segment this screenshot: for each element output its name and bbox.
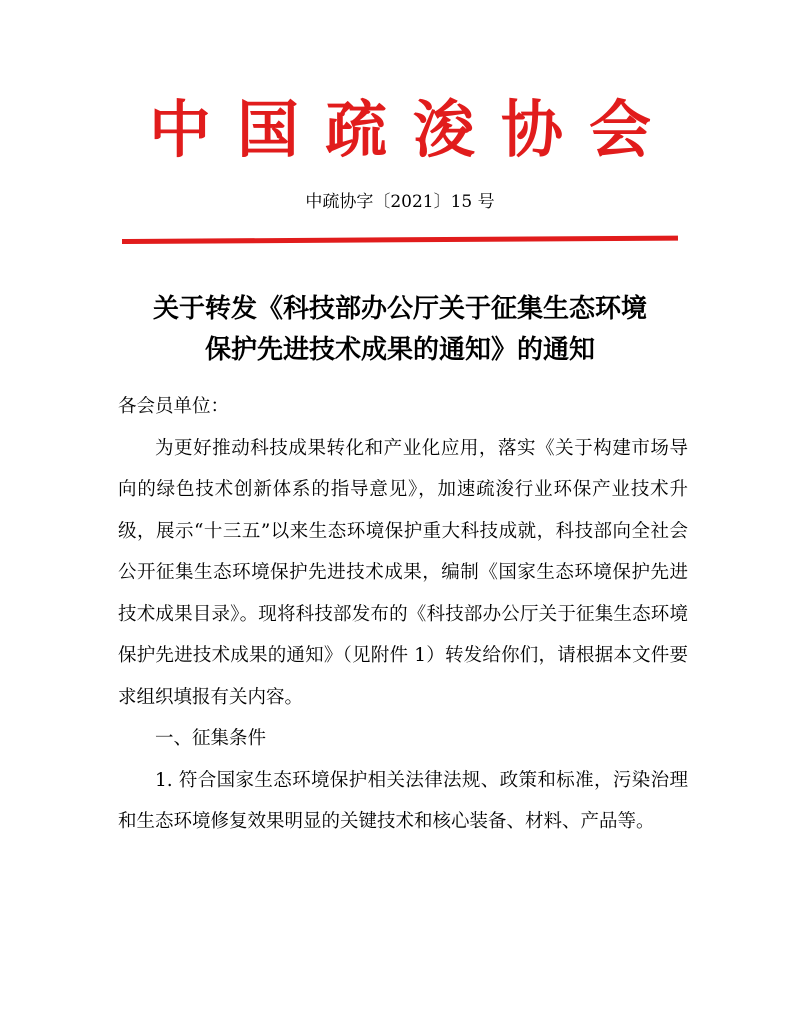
section-heading-1: 一、征集条件: [155, 728, 267, 749]
document-title: [100, 289, 700, 371]
org-name-header: 中国疏浚协会: [148, 93, 677, 166]
salutation: 各会员单位：: [118, 396, 230, 417]
title-line-1: 关于转发《科技部办公厅关于征集生态环境: [152, 294, 647, 324]
document-number: 中疏协字〔2021〕15 号: [305, 192, 495, 212]
paragraph-intro: 为更好推动科技成果转化和产业化应用，落实《关于构建市场导向的绿色技术创新体系的指导意见》，加速疏浚行业环保产业技术升级，展示“十三五”以来生态环境保护重大科技成就，科技部向全社会公开征集生态环境保护先进技术成果，编制《国家生态环境保护先进技术成果目录》。现将科技部发布的《科技部办公厅关于征集生态环境保护先进技术成果的通知》（见附件 1）转发给你们，请根据本文件要求组织填报有关内容。: [118, 437, 688, 708]
list-item-1: 1. 符合国家生态环境保护相关法律法规、政策和标准，污染治理和生态环境修复效果明显的关键技术和核心装备、材料、产品等。: [118, 769, 688, 832]
title-line-2: 保护先进技术成果的通知》的通知: [204, 335, 595, 365]
document-body: [118, 386, 688, 843]
red-divider-line: [122, 236, 678, 244]
